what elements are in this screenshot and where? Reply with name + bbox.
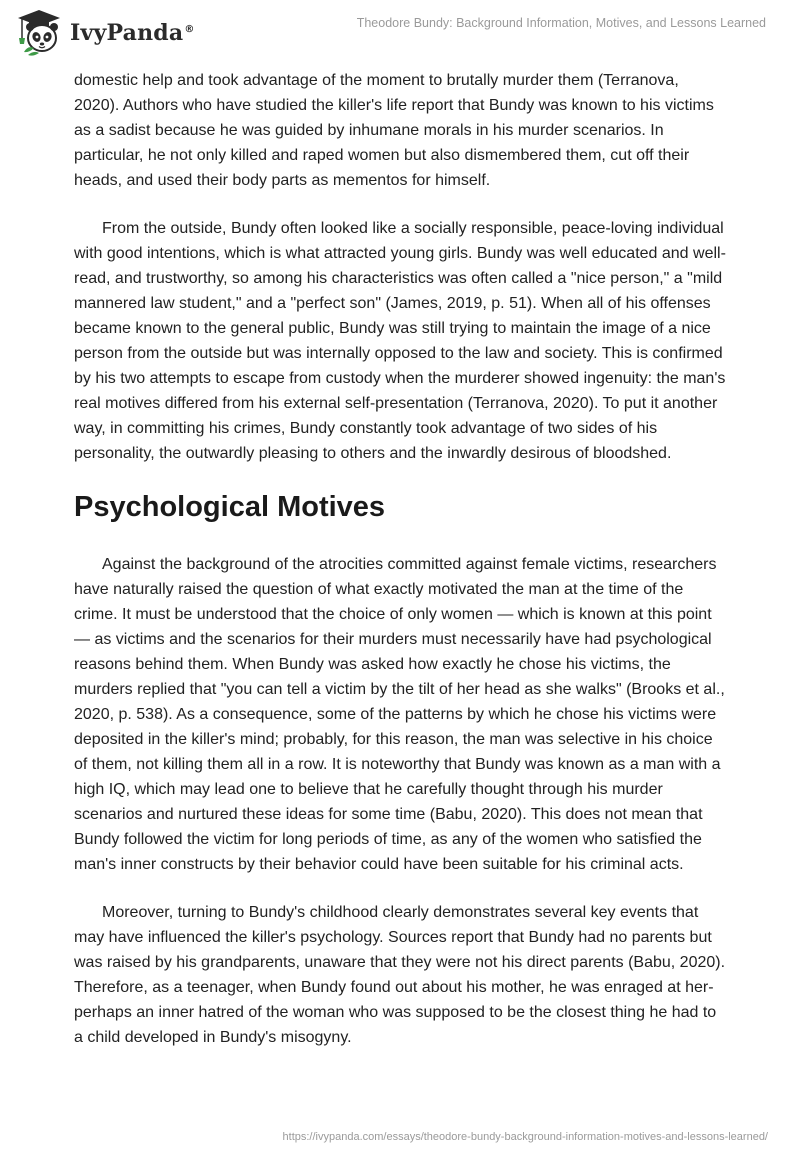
- registered-mark: ®: [184, 23, 195, 35]
- section-heading: Psychological Motives: [74, 491, 386, 523]
- document-title: Theodore Bundy: Background Information, Motives, and Lessons Learned: [356, 16, 766, 30]
- brand-name: IvyPanda®: [70, 20, 195, 46]
- ivypanda-logo[interactable]: [14, 8, 195, 56]
- essay-body: [74, 68, 726, 1073]
- essay-paragraph: From the outside, Bundy often looked like a socially responsible, peace-loving individual with good intentions, which is what attracted young girls. Bundy was well educated and well-read, and trustworthy, so among his characteristics was often called a "nice person," a "mild mannered law student," and a "perfect son" (James, 2019, p. 51). When all of his offenses became known to the general public, Bundy was still trying to maintain the image of a nice person from the outside but was internally opposed to the law and society. This is confirmed by his two attempts to escape from custody when the murderer showed ingenuity: the man's real motives differed from his external self-presentation (Terranova, 2020). To put it another way, in committing his crimes, Bundy constantly took advantage of two sides of his personality, the outwardly pleasing to others and the inwardly desirous of bloodshed.: [74, 220, 726, 462]
- panda-graduate-icon: [14, 8, 64, 56]
- essay-paragraph: domestic help and took advantage of the moment to brutally murder them (Terranova, 2020). Authors who have studied the killer's life report that Bundy was known to his victims as a sadist because he was guided by inhumane morals in his murder scenarios. In particular, he not only killed and raped women but also dismembered them, cut off their heads, and used their body parts as mementos for himself.: [74, 72, 714, 189]
- essay-paragraph: Against the background of the atrocities committed against female victims, researchers have naturally raised the question of what exactly motivated the man at the time of the crime. It must be understood that the choice of only women — which is known at this point — as victims and the scenarios for their murders must necessarily have had psychological reasons behind them. When Bundy was asked how exactly he chose his victims, the murders replied that "you can tell a victim by the tilt of her head as she walks" (Brooks et al., 2020, p. 538). As a consequence, some of the patterns by which he chose his victims were deposited in the killer's mind; probably, for this reason, the man was selective in his choice of them, not killing them all in a row. It is noteworthy that Bundy was known as a man with a high IQ, which may lead one to believe that he carefully thought through his murder scenarios and nurtured these ideas for some time (Babu, 2020). This does not mean that Bundy followed the victim for long periods of time, as any of the women who satisfied the man's inner constructs by their behavior could have been suitable for his criminal acts.: [74, 556, 725, 873]
- essay-paragraph: Moreover, turning to Bundy's childhood clearly demonstrates several key events that may have influenced the killer's psychology. Sources report that Bundy had no parents but was raised by his grandparents, unaware that they were not his direct parents (Babu, 2020). Therefore, as a teenager, when Bundy found out about his mother, he was enraged at her-perhaps an inner hatred of the woman who was supposed to be the closest thing he had to a child developed in Bundy's misogyny.: [74, 904, 726, 1046]
- page-header: [0, 0, 800, 60]
- source-url[interactable]: https://ivypanda.com/essays/theodore-bundy-background-information-motives-and-lessons-learned/: [282, 1131, 768, 1143]
